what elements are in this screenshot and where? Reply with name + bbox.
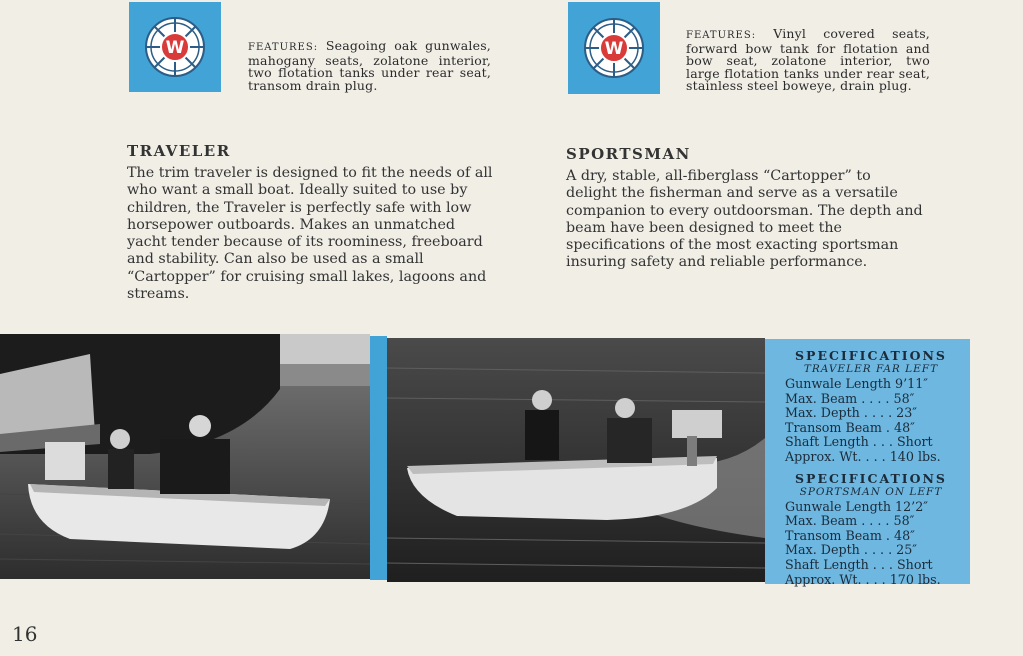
features-text: Vinyl covered seats, forward bow tank for flotation and bow seat, zolatone interior, two large flotation tanks under rear seat, stainless steel boweye, drain plug. bbox=[686, 26, 930, 93]
logo-badge-right bbox=[568, 2, 660, 94]
spec-row: Shaft Length . . . Short bbox=[785, 556, 933, 572]
traveler-specs bbox=[765, 339, 970, 465]
spec-row: Transom Beam . 48″ bbox=[785, 419, 915, 435]
spec-row: Max. Depth . . . . 23″ bbox=[785, 405, 918, 421]
spec-row: Transom Beam . 48″ bbox=[785, 527, 915, 543]
spec-row: Gunwale Length 12’2″ bbox=[785, 498, 929, 514]
sportsman-description: A dry, stable, all-fiberglass “Cartopper” to delight the fisherman and serve as a versatile companion to every outdoorsman. The depth and beam have been designed to meet the specifications of the most exacting sportsman insuring safety and reliable performance. bbox=[566, 168, 923, 271]
sportsman-features bbox=[686, 28, 930, 93]
traveler-photo bbox=[0, 334, 370, 579]
traveler-title: TRAVELER bbox=[127, 142, 231, 160]
spec-row: Approx. Wt. . . . 140 lbs. bbox=[785, 448, 941, 464]
traveler-description: The trim traveler is designed to fit the needs of all who want a small boat. Ideally suited to use by children, the Traveler is perfectly safe with low horsepower outboards. Makes an unmatched yacht tender because of its roominess, freeboard and stability. Can also be used as a small “Cartopper” for cruising small lakes, lagoons and streams. bbox=[127, 165, 493, 303]
wheel-logo-icon bbox=[144, 16, 206, 78]
spec-row: Gunwale Length 9’11″ bbox=[785, 376, 929, 391]
features-label: FEATURES: bbox=[686, 30, 757, 41]
spec-subtitle: SPORTSMAN ON LEFT bbox=[799, 485, 943, 498]
features-label: FEATURES: bbox=[248, 42, 319, 53]
spec-row: Shaft Length . . . Short bbox=[785, 434, 933, 450]
spec-row: Max. Beam . . . . 58″ bbox=[785, 513, 915, 529]
sportsman-specs bbox=[765, 465, 970, 588]
spec-title: SPECIFICATIONS bbox=[795, 470, 947, 486]
spec-row: Approx. Wt. . . . 170 lbs. bbox=[785, 571, 941, 587]
logo-badge-left bbox=[129, 2, 221, 92]
blue-divider bbox=[370, 336, 387, 580]
spec-row: Max. Beam . . . . 58″ bbox=[785, 390, 915, 406]
sportsman-photo bbox=[387, 338, 765, 582]
specifications-panel bbox=[765, 339, 970, 587]
spec-subtitle: TRAVELER FAR LEFT bbox=[803, 363, 939, 375]
sportsman-title: SPORTSMAN bbox=[566, 145, 691, 163]
features-text: Seagoing oak gunwales, mahogany seats, zolatone interior, two flotation tanks under rear seat, transom drain plug. bbox=[248, 38, 491, 93]
svg-text:W: W bbox=[165, 38, 185, 58]
page-number: 16 bbox=[12, 622, 38, 646]
spec-row: Max. Depth . . . . 25″ bbox=[785, 542, 918, 558]
traveler-features bbox=[248, 40, 491, 92]
spec-title: SPECIFICATIONS bbox=[795, 348, 947, 363]
svg-text:W: W bbox=[604, 39, 624, 59]
wheel-logo-icon bbox=[583, 17, 645, 79]
